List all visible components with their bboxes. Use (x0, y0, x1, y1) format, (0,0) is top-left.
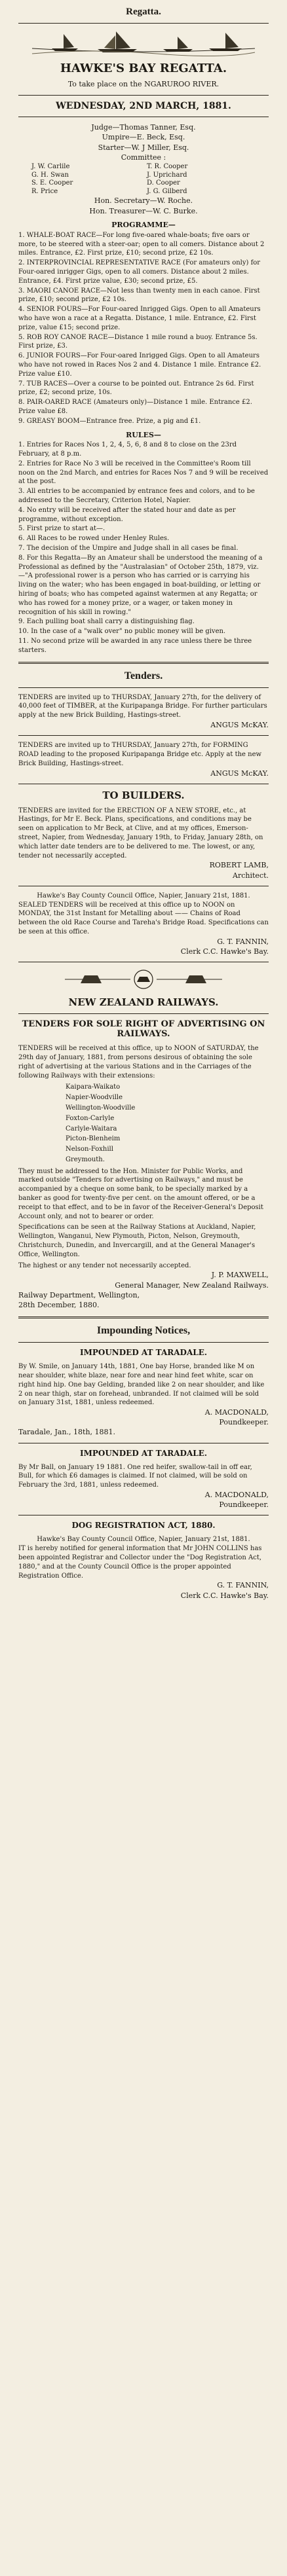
rule-item: 2. Entries for Race No 3 will be received in the Committee's Room till noon on the 2nd March, and entries for Races Nos 7 and 9 will be received at the post. (18, 460, 269, 486)
committee-member: S. E. Cooper (31, 179, 73, 187)
section-title-tenders: Tenders. (124, 670, 163, 681)
programme-item: 2. INTERPROVINCIAL REPRESENTATIVE RACE (For amateurs only) for Four-oared inrigger Gigs, open to all comers. Distance about 2 miles. Entrance, £4. First prize value, £30; second prize, £5. (18, 259, 261, 285)
railway-item: Nelson-Foxhill (66, 1146, 113, 1153)
divider (18, 1316, 269, 1318)
railway-item: Kaipara-Waikato (66, 1083, 121, 1091)
rule-item: 6. All Races to be rowed under Henley Rules. (18, 535, 170, 543)
railway-department: Railway Department, Wellington, (18, 1290, 140, 1299)
divider (18, 1013, 269, 1014)
builders-signature: ROBERT LAMB, (209, 861, 269, 870)
programme-item: 6. JUNIOR FOURS—For Four-oared Inrigged Gigs. Open to all Amateurs who have not rowed in Races Nos 2 and 4. Distance 1 mile. Entrance £2. Prize value £10. (18, 352, 261, 378)
impound-date: Taradale, Jan., 18th, 1881. (18, 1428, 116, 1437)
rule-item: 10. In the case of a "walk over" no public money will be given. (18, 628, 226, 636)
railway-tender-text: Specifications can be seen at the Railway Stations at Auckland, Napier, Wellington, Wanganui, New Plymouth, Picton, Nelson, Greymouth, Christchurch, Dunedin, and Invercargill, and at the General Manager's Office, Wellington. (18, 1224, 256, 1258)
rule-item: 9. Each pulling boat shall carry a distinguishing flag. (18, 618, 195, 626)
hon-treasurer: Hon. Treasurer—W. C. Burke. (89, 206, 198, 215)
committee-label: Committee : (121, 153, 166, 162)
builders-text: TENDERS are invited for the ERECTION OF A NEW STORE, etc., at Hastings, for Mr E. Beck. Plans, specifications, and conditions may be seen on application to Mr Beck, at Clive, and at my offices, Emerson-street, Napier, from Wednesday, January 19th, to Friday, January 28th, on which latter date tenders are to be delivered to me. The lowest, or any, tender not necessarily accepted. (18, 807, 263, 860)
impound-notice (18, 1463, 269, 1510)
nz-railways-title: NEW ZEALAND RAILWAYS. (68, 996, 219, 1009)
divider (18, 735, 269, 736)
railway-tender-text: They must be addressed to the Hon. Minister for Public Works, and marked outside "Tenders for advertising on Railways," and must be accompanied by a cheque on some bank, to be specially marked by a banker as good for twenty-five per cent. on the amount offered, or be a receipt to that effect, and to be in favor of the Receiver-General's Deposit Account only, and not to bearer or order. (18, 1167, 263, 1220)
rule-item: 5. First prize to start at—. (18, 525, 105, 533)
dog-signature: G. T. FANNIN, (217, 1581, 269, 1590)
council-tender-notice (18, 892, 269, 956)
rule-item: 8. For this Regatta—By an Amateur shall be understood the meaning of a Professional as defined by the "Australasian" of October 25th, 1879, viz.—"A professional rower is a person who has carried or is carrying his living on the water; who has been engaged in boat-building, or letting or hiring of boats; who has competed against watermen at any Regatta; or who has rowed for a money prize, or a wager, or taken money in recognition of his skill in rowing." (18, 554, 263, 616)
railway-signature-role: General Manager, New Zealand Railways. (115, 1280, 269, 1290)
railway-item: Carlyle-Waitara (66, 1125, 117, 1133)
railway-list (58, 1083, 269, 1164)
railway-crest-icon (18, 968, 269, 991)
council-header: Hawke's Bay County Council Office, Napier, January 21st, 1881. (37, 892, 250, 899)
regatta-starter: Starter—W. J Miller, Esq. (98, 143, 189, 152)
regatta-subtitle: To take place on the NGARUROO RIVER. (67, 80, 220, 88)
builders-notice (18, 807, 269, 880)
railway-item: Picton-Blenheim (66, 1135, 121, 1143)
regatta-title: HAWKE'S BAY REGATTA. (60, 62, 227, 75)
dog-text: IT is hereby notified for general information that Mr JOHN COLLINS has been appointed Registrar and Collector under the "Dog Registration Act, 1880," and at the County Council Office is the proper appointed Registration Office. (18, 1545, 262, 1580)
railway-signature: J. P. MAXWELL, (211, 1271, 269, 1280)
committee-member: J. Uprichard (147, 171, 187, 179)
divider (18, 23, 269, 24)
railway-tender-text: TENDERS will be received at this office, up to NOON of SATURDAY, the 29th day of January, 1881, from persons desirous of obtaining the sole right of advertising at the various Stations and in the Carriages of the following Railways with their extensions: (18, 1045, 259, 1079)
divider (18, 1342, 269, 1343)
section-title-impounding: Impounding Notices, (96, 1325, 191, 1337)
programme-item: 4. SENIOR FOURS—For Four-oared Inrigged Gigs. Open to all Amateurs who have won a race at a Regatta. Distance, 1 mile. Entrance, £2. First prize, value £15; second prize. (18, 306, 261, 331)
builders-signature-role: Architect. (233, 871, 269, 880)
programme-item: 7. TUB RACES—Over a course to be pointed out. Entrance 2s 6d. First prize, £2; second prize, 10s. (18, 380, 254, 397)
committee-member: J. W. Carlile (31, 163, 70, 171)
impound-title: IMPOUNDED AT TARADALE. (79, 1348, 208, 1358)
railway-item: Wellington-Woodville (66, 1104, 136, 1112)
committee-list (18, 163, 269, 196)
programme-item: 5. ROB ROY CANOE RACE—Distance 1 mile round a buoy. Entrance 5s. First prize, £3. (18, 333, 258, 350)
rule-item: 4. No entry will be received after the stated hour and date as per programme, without exception. (18, 506, 236, 523)
railway-item: Napier-Woodville (66, 1094, 123, 1102)
impound-signature: A. MACDONALD, (204, 1408, 269, 1417)
hon-secretary: Hon. Secretary—W. Roche. (94, 196, 193, 206)
rule-item: 7. The decision of the Umpire and Judge shall in all cases be final. (18, 544, 239, 552)
divider (18, 662, 269, 664)
dog-header: Hawke's Bay County Council Office, Napier, January 21st, 1881. (37, 1536, 250, 1544)
newspaper-page (9, 0, 278, 2576)
rule-item: 11. No second prize will be awarded in any race unless there be three starters. (18, 637, 252, 654)
impound-text: By Mr Ball, on January 19 1881. One red heifer, swallow-tail in off ear, Bull, for which £6 damages is claimed. If not claimed, will be sold on February the 3rd, 1881, unless redeemed. (18, 1463, 252, 1489)
regatta-umpire: Umpire—E. Beck, Esq. (102, 133, 185, 142)
dog-registration-notice (18, 1535, 269, 1600)
committee-member: T. R. Cooper (147, 163, 188, 171)
dog-registration-title: DOG REGISTRATION ACT, 1880. (71, 1521, 216, 1531)
section-title-regatta: Regatta. (126, 7, 161, 17)
tender-text: TENDERS are invited up to THURSDAY, January 27th, for FORMING ROAD leading to the proposed Kuripapanga Bridge etc. Apply at the new Brick Building, Hastings-street. (18, 742, 262, 767)
to-builders-title: TO BUILDERS. (102, 789, 185, 801)
railway-date: 28th December, 1880. (18, 1300, 100, 1309)
tender-notice (18, 741, 269, 778)
impound-title: IMPOUNDED AT TARADALE. (79, 1448, 208, 1458)
rule-item: 1. Entries for Races Nos 1, 2, 4, 5, 6, 8 and 8 to close on the 23rd February, at 8 p.m. (18, 441, 237, 458)
impound-text: By W. Smile, on January 14th, 1881, One bay Horse, branded like M on near shoulder, white blaze, near fore and near hind feet white, scar on right hind hip. One bay Gelding, branded like 2 on near shoulder, and like 2 on near thigh, star on forehead, unbranded. If not claimed will be sold on January 31st, 1881, unless redeemed. (18, 1363, 265, 1407)
programme-item: 1. WHALE-BOAT RACE—For long five-oared whale-boats; five oars or more, to be steered with a steer-oar; open to all comers. Distance about 2 miles. Entrance, £2. First prize, £10; second prize, £2 10s. (18, 231, 265, 257)
railway-tender-notice (18, 1044, 269, 1310)
tender-signature: ANGUS McKAY. (210, 769, 269, 778)
council-text: SEALED TENDERS will be received at this office up to NOON on MONDAY, the 31st Instant for Metalling about —— Chains of Road between the old Race Course and Tareha's Bridge Road. Specifications can be seen at this office. (18, 901, 269, 935)
programme-list (18, 231, 269, 426)
regatta-judge: Judge—Thomas Tanner, Esq. (91, 122, 196, 132)
committee-member: G. H. Swan (31, 171, 69, 179)
committee-member: R. Price (31, 187, 58, 195)
tender-signature: ANGUS McKAY. (210, 720, 269, 729)
council-signature-role: Clerk C.C. Hawke's Bay. (180, 947, 269, 956)
impound-signature-role: Poundkeeper. (219, 1418, 269, 1427)
impound-signature: A. MACDONALD, (204, 1491, 269, 1500)
council-signature: G. T. FANNIN, (217, 937, 269, 946)
sailing-boat-icon (26, 29, 261, 56)
divider (18, 95, 269, 96)
divider (18, 687, 269, 688)
programme-label: PROGRAMME— (111, 221, 176, 230)
tender-notice (18, 693, 269, 731)
programme-item: 9. GREASY BOOM—Entrance free. Prize, a pig and £1. (18, 417, 201, 425)
railway-item: Greymouth. (66, 1155, 105, 1163)
committee-member: D. Cooper (147, 179, 180, 187)
programme-item: 3. MAORI CANOE RACE—Not less than twenty men in each canoe. First prize, £10; second prize, £2 10s. (18, 287, 260, 304)
programme-item: 8. PAIR-OARED RACE (Amateurs only)—Distance 1 mile. Entrance £2. Prize value £8. (18, 399, 252, 416)
impound-signature-role: Poundkeeper. (219, 1500, 269, 1510)
railway-tender-title: TENDERS FOR SOLE RIGHT OF ADVERTISING ON RAILWAYS. (22, 1019, 265, 1040)
committee-member: J. G. Gilberd (147, 187, 187, 195)
tender-text: TENDERS are invited up to THURSDAY, January 27th, for the delivery of 40,000 feet of TIMBER, at the Kuripapanga Bridge. For further particulars apply at the new Brick Building, Hastings-street. (18, 693, 267, 719)
rule-item: 3. All entries to be accompanied by entrance fees and colors, and to be addressed to the Secretary, Criterion Hotel, Napier. (18, 488, 255, 504)
dog-signature-role: Clerk C.C. Hawke's Bay. (180, 1591, 269, 1600)
railway-item: Foxton-Carlyle (66, 1114, 115, 1122)
rules-list (18, 441, 269, 655)
railway-tender-text: The highest or any tender not necessarily accepted. (18, 1261, 191, 1269)
rules-label: RULES— (126, 430, 161, 439)
impound-notice (18, 1362, 269, 1438)
regatta-date: WEDNESDAY, 2ND MARCH, 1881. (56, 100, 231, 111)
